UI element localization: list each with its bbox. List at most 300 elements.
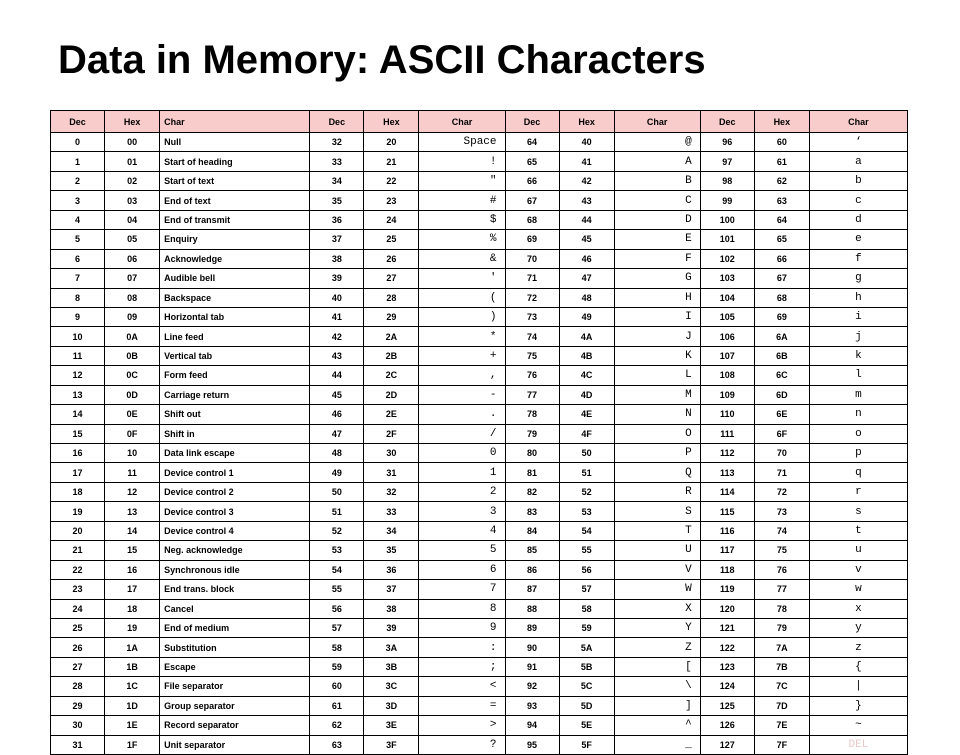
char-cell: 6 [419, 560, 505, 579]
char-cell: O [614, 424, 700, 443]
dec-cell: 30 [51, 716, 105, 735]
table-row [51, 210, 908, 229]
char-cell: 8 [419, 599, 505, 618]
hex-cell: 6C [754, 366, 809, 385]
table-row [51, 696, 908, 715]
hex-cell: 36 [364, 560, 419, 579]
char-name-cell: Data link escape [160, 444, 310, 463]
table-row [51, 657, 908, 676]
char-cell: x [809, 599, 907, 618]
dec-cell: 44 [310, 366, 364, 385]
table-row [51, 152, 908, 171]
dec-cell: 120 [700, 599, 754, 618]
hex-cell: 4A [559, 327, 614, 346]
hex-cell: 0C [105, 366, 160, 385]
hex-cell: 7C [754, 677, 809, 696]
dec-cell: 113 [700, 463, 754, 482]
char-name-cell: Device control 3 [160, 502, 310, 521]
hex-cell: 66 [754, 249, 809, 268]
dec-cell: 78 [505, 405, 559, 424]
dec-cell: 103 [700, 269, 754, 288]
char-cell: h [809, 288, 907, 307]
table-row [51, 366, 908, 385]
char-name-cell: Group separator [160, 696, 310, 715]
hex-cell: 33 [364, 502, 419, 521]
char-cell: - [419, 385, 505, 404]
dec-cell: 112 [700, 444, 754, 463]
hex-cell: 0D [105, 385, 160, 404]
char-cell: J [614, 327, 700, 346]
dec-cell: 105 [700, 307, 754, 326]
header-char: Char [614, 111, 700, 133]
dec-cell: 80 [505, 444, 559, 463]
dec-cell: 8 [51, 288, 105, 307]
char-cell: ; [419, 657, 505, 676]
dec-cell: 121 [700, 618, 754, 637]
hex-cell: 79 [754, 618, 809, 637]
dec-cell: 18 [51, 482, 105, 501]
char-name-cell: Device control 4 [160, 521, 310, 540]
hex-cell: 14 [105, 521, 160, 540]
dec-cell: 58 [310, 638, 364, 657]
dec-cell: 97 [700, 152, 754, 171]
hex-cell: 5A [559, 638, 614, 657]
table-row [51, 191, 908, 210]
dec-cell: 102 [700, 249, 754, 268]
char-name-cell: Line feed [160, 327, 310, 346]
hex-cell: 0B [105, 346, 160, 365]
hex-cell: 10 [105, 444, 160, 463]
ascii-table [50, 110, 908, 755]
dec-cell: 100 [700, 210, 754, 229]
char-cell: 4 [419, 521, 505, 540]
dec-cell: 104 [700, 288, 754, 307]
dec-cell: 41 [310, 307, 364, 326]
dec-cell: 21 [51, 541, 105, 560]
hex-cell: 49 [559, 307, 614, 326]
hex-cell: 5D [559, 696, 614, 715]
char-cell: ] [614, 696, 700, 715]
char-cell: v [809, 560, 907, 579]
char-cell: @ [614, 133, 700, 152]
hex-cell: 20 [364, 133, 419, 152]
dec-cell: 119 [700, 580, 754, 599]
hex-cell: 61 [754, 152, 809, 171]
hex-cell: 50 [559, 444, 614, 463]
table-row [51, 444, 908, 463]
hex-cell: 45 [559, 230, 614, 249]
header-char: Char [809, 111, 907, 133]
char-name-cell: Shift out [160, 405, 310, 424]
char-cell: a [809, 152, 907, 171]
hex-cell: 48 [559, 288, 614, 307]
dec-cell: 50 [310, 482, 364, 501]
dec-cell: 55 [310, 580, 364, 599]
dec-cell: 73 [505, 307, 559, 326]
hex-cell: 6B [754, 346, 809, 365]
dec-cell: 72 [505, 288, 559, 307]
hex-cell: 26 [364, 249, 419, 268]
header-char: Char [160, 111, 310, 133]
hex-cell: 57 [559, 580, 614, 599]
hex-cell: 06 [105, 249, 160, 268]
dec-cell: 83 [505, 502, 559, 521]
hex-cell: 02 [105, 171, 160, 190]
dec-cell: 37 [310, 230, 364, 249]
table-row [51, 735, 908, 754]
dec-cell: 63 [310, 735, 364, 754]
dec-cell: 2 [51, 171, 105, 190]
char-cell: o [809, 424, 907, 443]
dec-cell: 68 [505, 210, 559, 229]
table-row [51, 288, 908, 307]
table-row [51, 230, 908, 249]
hex-cell: 60 [754, 133, 809, 152]
char-name-cell: File separator [160, 677, 310, 696]
dec-cell: 42 [310, 327, 364, 346]
dec-cell: 24 [51, 599, 105, 618]
char-cell: D [614, 210, 700, 229]
table-row [51, 133, 908, 152]
dec-cell: 111 [700, 424, 754, 443]
table-row [51, 541, 908, 560]
dec-cell: 32 [310, 133, 364, 152]
dec-cell: 69 [505, 230, 559, 249]
hex-cell: 12 [105, 482, 160, 501]
char-cell: S [614, 502, 700, 521]
hex-cell: 37 [364, 580, 419, 599]
char-cell: L [614, 366, 700, 385]
char-cell: V [614, 560, 700, 579]
char-cell: q [809, 463, 907, 482]
char-cell: m [809, 385, 907, 404]
char-cell: 3 [419, 502, 505, 521]
dec-cell: 114 [700, 482, 754, 501]
hex-cell: 0F [105, 424, 160, 443]
table-row [51, 405, 908, 424]
dec-cell: 115 [700, 502, 754, 521]
char-cell: z [809, 638, 907, 657]
dec-cell: 125 [700, 696, 754, 715]
char-cell: 2 [419, 482, 505, 501]
hex-cell: 3F [364, 735, 419, 754]
dec-cell: 92 [505, 677, 559, 696]
char-cell: R [614, 482, 700, 501]
hex-cell: 78 [754, 599, 809, 618]
hex-cell: 5C [559, 677, 614, 696]
dec-cell: 29 [51, 696, 105, 715]
hex-cell: 11 [105, 463, 160, 482]
hex-cell: 18 [105, 599, 160, 618]
char-cell: 1 [419, 463, 505, 482]
hex-cell: 7B [754, 657, 809, 676]
dec-cell: 17 [51, 463, 105, 482]
char-cell: d [809, 210, 907, 229]
hex-cell: 71 [754, 463, 809, 482]
dec-cell: 86 [505, 560, 559, 579]
dec-cell: 126 [700, 716, 754, 735]
hex-cell: 15 [105, 541, 160, 560]
dec-cell: 64 [505, 133, 559, 152]
hex-cell: 2C [364, 366, 419, 385]
header-dec: Dec [700, 111, 754, 133]
hex-cell: 4B [559, 346, 614, 365]
table-row [51, 463, 908, 482]
hex-cell: 6E [754, 405, 809, 424]
char-cell: s [809, 502, 907, 521]
char-cell: * [419, 327, 505, 346]
hex-cell: 38 [364, 599, 419, 618]
hex-cell: 04 [105, 210, 160, 229]
dec-cell: 60 [310, 677, 364, 696]
dec-cell: 5 [51, 230, 105, 249]
hex-cell: 16 [105, 560, 160, 579]
dec-cell: 39 [310, 269, 364, 288]
hex-cell: 3D [364, 696, 419, 715]
dec-cell: 1 [51, 152, 105, 171]
hex-cell: 22 [364, 171, 419, 190]
hex-cell: 46 [559, 249, 614, 268]
hex-cell: 5F [559, 735, 614, 754]
hex-cell: 13 [105, 502, 160, 521]
char-cell: ? [419, 735, 505, 754]
dec-cell: 118 [700, 560, 754, 579]
char-name-cell: Substitution [160, 638, 310, 657]
char-name-cell: Null [160, 133, 310, 152]
dec-cell: 117 [700, 541, 754, 560]
hex-cell: 3B [364, 657, 419, 676]
char-cell: ) [419, 307, 505, 326]
dec-cell: 75 [505, 346, 559, 365]
dec-cell: 95 [505, 735, 559, 754]
char-cell: r [809, 482, 907, 501]
char-name-cell: Cancel [160, 599, 310, 618]
hex-cell: 1D [105, 696, 160, 715]
header-dec: Dec [51, 111, 105, 133]
char-cell: t [809, 521, 907, 540]
char-cell: B [614, 171, 700, 190]
char-name-cell: Enquiry [160, 230, 310, 249]
dec-cell: 38 [310, 249, 364, 268]
dec-cell: 70 [505, 249, 559, 268]
dec-cell: 31 [51, 735, 105, 754]
table-row [51, 269, 908, 288]
table-row [51, 482, 908, 501]
hex-cell: 40 [559, 133, 614, 152]
dec-cell: 20 [51, 521, 105, 540]
dec-cell: 54 [310, 560, 364, 579]
char-cell: % [419, 230, 505, 249]
hex-cell: 52 [559, 482, 614, 501]
dec-cell: 43 [310, 346, 364, 365]
char-name-cell: Start of heading [160, 152, 310, 171]
hex-cell: 09 [105, 307, 160, 326]
hex-cell: 25 [364, 230, 419, 249]
dec-cell: 28 [51, 677, 105, 696]
char-name-cell: End of text [160, 191, 310, 210]
hex-cell: 27 [364, 269, 419, 288]
header-dec: Dec [310, 111, 364, 133]
char-cell: > [419, 716, 505, 735]
char-name-cell: Device control 1 [160, 463, 310, 482]
char-cell: 0 [419, 444, 505, 463]
dec-cell: 7 [51, 269, 105, 288]
dec-cell: 77 [505, 385, 559, 404]
hex-cell: 31 [364, 463, 419, 482]
char-cell: F [614, 249, 700, 268]
table-body [51, 133, 908, 755]
char-cell: n [809, 405, 907, 424]
table-row [51, 638, 908, 657]
table-row [51, 580, 908, 599]
char-name-cell: Backspace [160, 288, 310, 307]
dec-cell: 66 [505, 171, 559, 190]
dec-cell: 48 [310, 444, 364, 463]
hex-cell: 3C [364, 677, 419, 696]
dec-cell: 99 [700, 191, 754, 210]
dec-cell: 35 [310, 191, 364, 210]
hex-cell: 29 [364, 307, 419, 326]
hex-cell: 21 [364, 152, 419, 171]
dec-cell: 23 [51, 580, 105, 599]
hex-cell: 35 [364, 541, 419, 560]
char-name-cell: Carriage return [160, 385, 310, 404]
char-cell: } [809, 696, 907, 715]
char-name-cell: Form feed [160, 366, 310, 385]
dec-cell: 59 [310, 657, 364, 676]
char-cell: U [614, 541, 700, 560]
hex-cell: 00 [105, 133, 160, 152]
dec-cell: 76 [505, 366, 559, 385]
hex-cell: 65 [754, 230, 809, 249]
hex-cell: 43 [559, 191, 614, 210]
char-cell: H [614, 288, 700, 307]
char-cell: C [614, 191, 700, 210]
char-cell: ( [419, 288, 505, 307]
dec-cell: 91 [505, 657, 559, 676]
dec-cell: 25 [51, 618, 105, 637]
hex-cell: 24 [364, 210, 419, 229]
hex-cell: 2E [364, 405, 419, 424]
hex-cell: 73 [754, 502, 809, 521]
dec-cell: 87 [505, 580, 559, 599]
char-cell: N [614, 405, 700, 424]
char-cell: DEL [809, 735, 907, 754]
char-cell: Y [614, 618, 700, 637]
char-cell: 9 [419, 618, 505, 637]
dec-cell: 36 [310, 210, 364, 229]
dec-cell: 3 [51, 191, 105, 210]
dec-cell: 98 [700, 171, 754, 190]
dec-cell: 45 [310, 385, 364, 404]
hex-cell: 2A [364, 327, 419, 346]
hex-cell: 53 [559, 502, 614, 521]
table-row [51, 502, 908, 521]
hex-cell: 23 [364, 191, 419, 210]
dec-cell: 106 [700, 327, 754, 346]
char-cell: ‘ [809, 133, 907, 152]
char-cell: W [614, 580, 700, 599]
hex-cell: 59 [559, 618, 614, 637]
hex-cell: 74 [754, 521, 809, 540]
table-row [51, 618, 908, 637]
char-cell: + [419, 346, 505, 365]
hex-cell: 68 [754, 288, 809, 307]
dec-cell: 34 [310, 171, 364, 190]
char-cell: & [419, 249, 505, 268]
char-cell: | [809, 677, 907, 696]
dec-cell: 33 [310, 152, 364, 171]
hex-cell: 01 [105, 152, 160, 171]
char-cell: Z [614, 638, 700, 657]
dec-cell: 93 [505, 696, 559, 715]
hex-cell: 76 [754, 560, 809, 579]
dec-cell: 96 [700, 133, 754, 152]
dec-cell: 85 [505, 541, 559, 560]
hex-cell: 2F [364, 424, 419, 443]
dec-cell: 27 [51, 657, 105, 676]
char-cell: < [419, 677, 505, 696]
header-hex: Hex [754, 111, 809, 133]
dec-cell: 22 [51, 560, 105, 579]
char-cell: = [419, 696, 505, 715]
hex-cell: 08 [105, 288, 160, 307]
table-row [51, 521, 908, 540]
hex-cell: 41 [559, 152, 614, 171]
hex-cell: 07 [105, 269, 160, 288]
char-cell: M [614, 385, 700, 404]
char-cell: : [419, 638, 505, 657]
char-cell: ^ [614, 716, 700, 735]
hex-cell: 34 [364, 521, 419, 540]
char-cell: ' [419, 269, 505, 288]
char-name-cell: Shift in [160, 424, 310, 443]
char-name-cell: Synchronous idle [160, 560, 310, 579]
char-cell: w [809, 580, 907, 599]
dec-cell: 123 [700, 657, 754, 676]
dec-cell: 124 [700, 677, 754, 696]
dec-cell: 40 [310, 288, 364, 307]
dec-cell: 82 [505, 482, 559, 501]
hex-cell: 03 [105, 191, 160, 210]
char-cell: [ [614, 657, 700, 676]
char-cell: g [809, 269, 907, 288]
hex-cell: 7E [754, 716, 809, 735]
header-hex: Hex [559, 111, 614, 133]
char-cell: " [419, 171, 505, 190]
char-cell: i [809, 307, 907, 326]
hex-cell: 28 [364, 288, 419, 307]
dec-cell: 122 [700, 638, 754, 657]
char-cell: _ [614, 735, 700, 754]
hex-cell: 54 [559, 521, 614, 540]
dec-cell: 6 [51, 249, 105, 268]
hex-cell: 56 [559, 560, 614, 579]
dec-cell: 16 [51, 444, 105, 463]
dec-cell: 110 [700, 405, 754, 424]
header-dec: Dec [505, 111, 559, 133]
hex-cell: 6D [754, 385, 809, 404]
hex-cell: 77 [754, 580, 809, 599]
char-cell: K [614, 346, 700, 365]
table-header-row [51, 111, 908, 133]
char-cell: c [809, 191, 907, 210]
dec-cell: 53 [310, 541, 364, 560]
table-row [51, 560, 908, 579]
header-char: Char [419, 111, 505, 133]
dec-cell: 10 [51, 327, 105, 346]
char-name-cell: Device control 2 [160, 482, 310, 501]
